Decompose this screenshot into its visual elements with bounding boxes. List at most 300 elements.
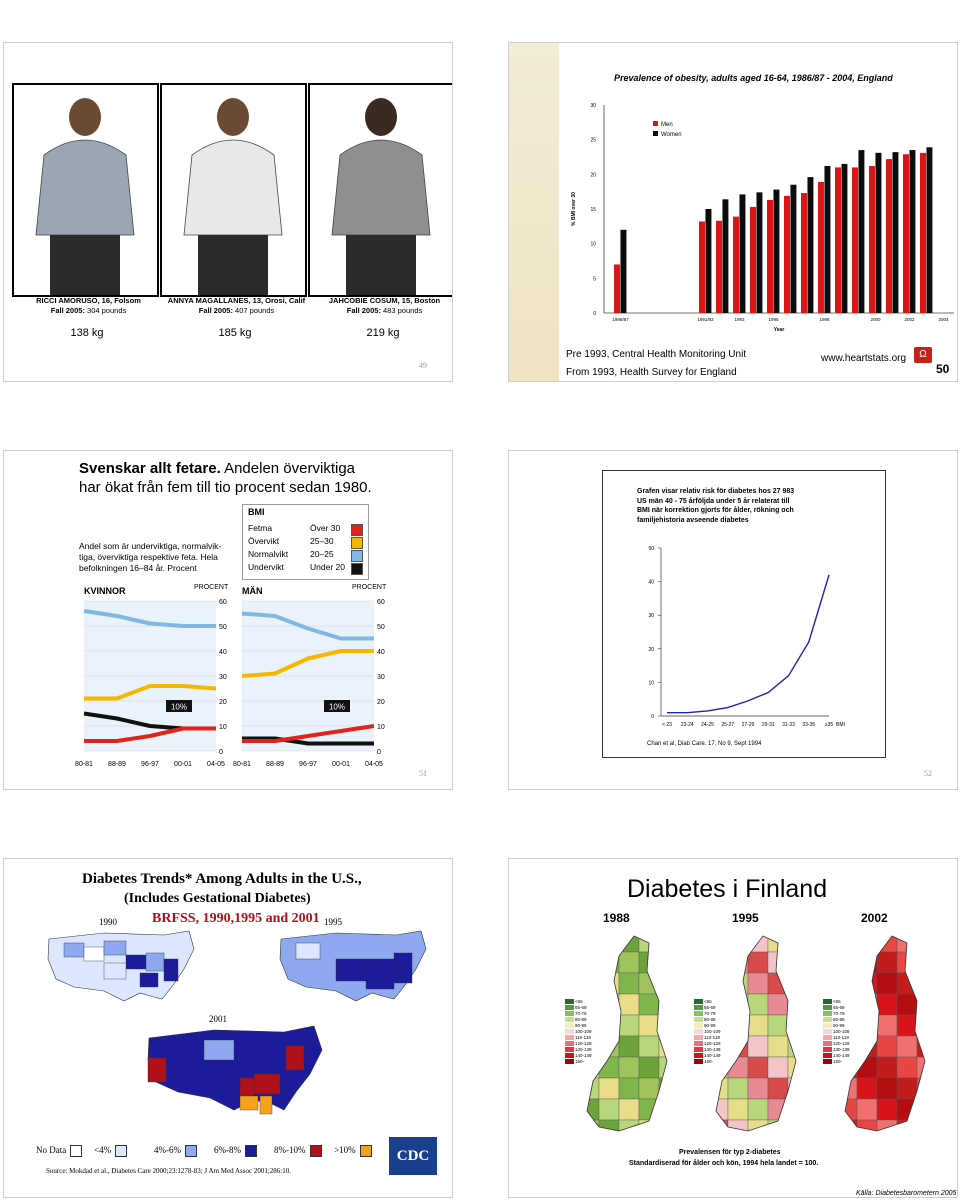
map-legend [565,999,597,1065]
headline-bold: Svenskar allt fetare. [79,460,221,477]
region-cell [579,931,599,952]
obesity-bar-chart [559,43,958,343]
slide-50 [508,42,958,382]
legend-label: 120-129 [833,1041,850,1046]
region-cell [897,1057,917,1078]
map-year: 2002 [861,911,888,925]
legend-label: 80-89 [575,1017,587,1022]
y-tick-label: 60 [377,599,385,606]
map-year: 1988 [603,911,630,925]
region-cell [897,994,917,1015]
person-card [12,83,159,297]
person-head [69,98,101,136]
bar-men [818,182,824,313]
legend-swatch [694,1047,703,1052]
legend-label: Fetma [248,523,273,533]
legend-swatch [565,1029,574,1034]
state-block [140,973,158,987]
region-cell [917,973,937,994]
x-tick-label: 80-81 [75,761,93,768]
region-cell [748,1120,768,1141]
year-2001: 2001 [209,1014,227,1024]
region-cell [917,931,937,952]
bar-men [614,264,620,313]
region-cell [639,1078,659,1099]
y-tick-label: 30 [648,613,654,620]
slide-52 [508,450,958,790]
region-cell [619,1078,639,1099]
y-tick-label: 25 [590,137,596,144]
x-tick-label: 33-35 [802,722,816,728]
person-caption [16,296,161,316]
person-head [365,98,397,136]
decorative-sidebar [509,43,559,382]
caption-line: US män 40 - 75 årföljda under 5 år relaterat till [637,497,790,505]
bar-men [903,154,909,313]
region-cell [599,931,619,952]
legend-label: 140-149 [833,1053,850,1058]
legend-label: 90-99 [704,1023,716,1028]
title: Diabetes i Finland [627,875,828,903]
x-tick-label: 80-81 [233,761,251,768]
panel-title: MÄN [242,586,263,596]
legend-label: 100-109 [575,1029,592,1034]
slide-53 [3,858,453,1198]
legend-swatch [694,1059,703,1064]
fall-label: Fall 2005: [198,306,233,315]
region-cell [788,994,808,1015]
region-cell [788,952,808,973]
x-tick-label: 1993 [734,317,745,322]
region-cell [639,952,659,973]
x-tick-label: 25-27 [721,722,735,728]
region-cell [788,1120,808,1141]
legend-swatch [565,1053,574,1058]
person-legs [346,235,416,295]
diabetes-risk-chart [509,451,958,790]
legend-label: 110-119 [704,1035,720,1040]
state-block [126,955,146,969]
legend-swatch [694,1041,703,1046]
page-number: 49 [419,361,427,370]
region-cell [728,1078,748,1099]
legend-item [94,1142,127,1158]
person-photo [162,85,305,295]
legend-swatch [565,999,574,1004]
bar-women [739,194,745,313]
legend-swatch [653,121,658,126]
legend-swatch [565,1005,574,1010]
legend-swatch [245,1145,257,1157]
legend-label: 150- [704,1059,714,1064]
y-tick-label: 40 [219,649,227,656]
region-cell [708,931,728,952]
region-cell [619,1015,639,1036]
legend-label: Women [661,132,682,138]
legend-swatch [565,1017,574,1022]
map-legend [694,999,726,1065]
y-tick-label: 30 [219,674,227,681]
y-tick-label: 0 [651,714,654,720]
region-cell [619,952,639,973]
region-cell [877,994,897,1015]
person-kg: 185 kg [218,327,252,339]
bar-women [773,190,779,313]
region-cell [877,1015,897,1036]
legend-label: 6%-8% [214,1145,241,1155]
bar-men [801,193,807,313]
map-year: 1995 [732,911,759,925]
legend-swatch [823,1041,832,1046]
bar-women [824,166,830,313]
description-line: tiga, överviktiga respektive feta. Hela [79,552,218,562]
legend-label: Övervikt [248,536,280,546]
legend-item [36,1142,82,1158]
region-cell [877,1036,897,1057]
region-cell [877,1120,897,1141]
region-cell [639,1057,659,1078]
page-number: 52 [924,769,932,778]
state-block [148,1058,166,1082]
legend-label: <4% [94,1145,112,1155]
legend-label: 4%-6% [154,1145,181,1155]
region-cell [788,973,808,994]
y-tick-label: 20 [590,172,596,179]
y-tick-label: 20 [648,646,654,653]
legend-label: 140-149 [704,1053,721,1058]
region-cell [877,931,897,952]
legend-swatch [823,1053,832,1058]
legend-label: 65-69 [704,1005,716,1010]
legend-label: Undervikt [248,562,284,572]
region-cell [897,1036,917,1057]
person-name: RICCI AMORUSO, 16, Folsom [36,296,141,305]
region-cell [619,973,639,994]
x-tick-label: 96-97 [299,761,317,768]
region-cell [748,1078,768,1099]
state-block [286,1046,304,1070]
region-cell [877,973,897,994]
legend-title: BMI [248,507,265,517]
person-weight-line [312,306,453,316]
legend-swatch [694,999,703,1004]
region-cell [877,1078,897,1099]
region-cell [599,994,619,1015]
region-cell [659,1015,679,1036]
bar-men [716,221,722,313]
x-tick-label: 04-05 [207,761,225,768]
us-map-1995 [280,931,426,1001]
x-tick-label: 00-01 [332,761,350,768]
region-cell [917,994,937,1015]
legend-label: 110-119 [575,1035,591,1040]
region-cell [788,1015,808,1036]
x-tick-label: 96-97 [141,761,159,768]
page-number: 50 [936,362,950,376]
person-caption [312,296,453,316]
region-cell [748,973,768,994]
region-cell [599,1015,619,1036]
person-card [308,83,453,297]
state-block [164,959,178,981]
cdc-logo: CDC [389,1137,437,1175]
region-cell [619,1036,639,1057]
person-legs [198,235,268,295]
legend-swatch [653,131,658,136]
bar-men [869,166,875,313]
legend-swatch [823,1029,832,1034]
state-block [64,943,84,957]
legend-swatch [823,999,832,1004]
legend-item [154,1142,197,1158]
panel-title: KVINNOR [84,586,126,596]
x-tick-label: 2004 [938,317,949,322]
legend-swatch [694,1029,703,1034]
region-cell [599,1099,619,1120]
heart-logo: Ω [914,347,932,363]
legend-swatch [360,1145,372,1157]
state-block [254,1074,280,1094]
legend-label: 130-139 [575,1047,592,1052]
legend-label: 120-129 [575,1041,592,1046]
region-cell [659,952,679,973]
legend-label: >10% [334,1145,356,1155]
y-tick-label: 40 [377,649,385,656]
region-cell [748,1036,768,1057]
source: Source: Mokdad et al., Diabetes Care 2000;23:1278-83; J Am Med Assoc 2001;286:10. [46,1167,291,1175]
legend-label: <65 [575,999,583,1004]
region-cell [728,1015,748,1036]
page-number: 51 [419,769,427,778]
legend-swatch [565,1011,574,1016]
region-cell [768,1057,788,1078]
region-cell [768,994,788,1015]
region-cell [897,1078,917,1099]
region-cell [837,931,857,952]
x-tick-label: 00-01 [174,761,192,768]
subtitle: BRFSS, 1990,1995 and 2001 [152,911,320,926]
region-cell [768,1078,788,1099]
map-legend [823,999,855,1065]
state-block [394,953,412,983]
y-tick-label: 15 [590,207,596,213]
legend-range: Över 30 [310,523,341,533]
x-axis-label: Year [773,327,785,333]
annotation-label: 10% [170,702,188,712]
legend-swatch [185,1145,197,1157]
legend-swatch [694,1011,703,1016]
x-tick-label: 88-89 [108,761,126,768]
person-weight-line [164,306,309,316]
person-name: ANNYA MAGALLANES, 13, Orosi, Calif [167,296,306,305]
y-tick-label: 60 [219,599,227,606]
region-cell [579,952,599,973]
website: www.heartstats.org [821,353,907,364]
x-axis-label: BMI [836,722,845,728]
bar-men [886,159,892,313]
region-cell [639,931,659,952]
region-cell [917,1120,937,1141]
legend-label: 110-119 [833,1035,849,1040]
region-cell [728,994,748,1015]
region-cell [768,1099,788,1120]
legend-swatch [823,1059,832,1064]
legend-label: 100-109 [704,1029,721,1034]
state-block [204,1040,234,1060]
legend-item [334,1142,372,1158]
bar-men [750,207,756,313]
bar-women [892,152,898,313]
legend-item [274,1142,322,1158]
region-cell [619,1120,639,1141]
state-block [260,1096,272,1114]
legend-swatch [565,1059,574,1064]
region-cell [579,1078,599,1099]
bar-women [875,153,881,313]
legend-swatch [823,1047,832,1052]
region-cell [579,973,599,994]
region-cell [748,931,768,952]
region-cell [857,1099,877,1120]
region-cell [768,1015,788,1036]
legend-swatch [310,1145,322,1157]
legend-swatch [823,1023,832,1028]
legend-swatch [70,1145,82,1157]
slide-49 [3,42,453,382]
legend-row [694,1059,726,1065]
region-cell [708,973,728,994]
legend-swatch [565,1023,574,1028]
source-line-1: Pre 1993, Central Health Monitoring Unit [566,349,747,360]
region-cell [659,931,679,952]
region-cell [619,1057,639,1078]
fall-label: Fall 2005: [50,306,85,315]
y-tick-label: 0 [219,749,223,756]
state-block [84,947,104,961]
region-cell [857,1078,877,1099]
region-cell [768,952,788,973]
person-card [160,83,307,297]
legend-swatch [823,1011,832,1016]
state-block [146,953,164,971]
x-tick-label: < 23 [662,722,672,728]
y-tick-label: 50 [219,624,227,631]
legend-label: 8%-10% [274,1145,306,1155]
caption-line: Grafen visar relativ risk för diabetes hos 27 983 [637,488,795,495]
region-cell [788,931,808,952]
bar-men [835,167,841,313]
region-cell [748,1057,768,1078]
state-block [366,959,394,989]
bar-women [705,209,711,313]
fall-label: Fall 2005: [346,306,381,315]
legend-label: 90-99 [833,1023,845,1028]
region-cell [619,931,639,952]
bar-men [920,153,926,313]
x-tick-label: 31-33 [782,722,795,728]
legend-swatch [694,1035,703,1040]
citation: Chan et al, Diab Care. 17, No 9, Sept 1994 [647,741,762,747]
region-cell [659,973,679,994]
state-block [296,943,320,959]
region-cell [639,1015,659,1036]
year-1990: 1990 [99,917,117,927]
legend-label: 100-109 [833,1029,850,1034]
state-block [240,1096,258,1110]
state-block [104,963,126,979]
y-tick-label: 30 [590,103,596,109]
region-cell [857,1015,877,1036]
legend-swatch [694,1023,703,1028]
region-cell [897,952,917,973]
x-tick-label: 27-29 [741,722,755,728]
legend-label: 90-99 [575,1023,587,1028]
legend-range: 25–30 [310,536,334,546]
state-block [104,941,126,955]
bar-men [852,167,858,313]
region-cell [837,973,857,994]
bmi-line-charts [4,451,453,790]
bar-women [790,185,796,313]
bar-men [784,196,790,313]
x-tick-label: 1986/87 [612,317,629,322]
bar-men [767,200,773,313]
region-cell [897,931,917,952]
title-line-1: Diabetes Trends* Among Adults in the U.S., [82,871,362,887]
region-cell [728,1099,748,1120]
region-cell [619,1099,639,1120]
bar-women [909,150,915,313]
legend-swatch [823,1005,832,1010]
annotation-label: 10% [328,702,346,712]
region-cell [917,1099,937,1120]
bar-women [858,150,864,313]
source: Källa: Diabetesbarometern 2005 [856,1190,957,1197]
legend-swatch [694,1053,703,1058]
chart-title: Prevalence of obesity, adults aged 16-64, 1986/87 - 2004, England [614,73,893,83]
legend-range: Under 20 [310,562,345,572]
fall-value: 483 pounds [383,306,423,315]
region-cell [748,1015,768,1036]
legend-label: 120-129 [704,1041,721,1046]
headline-rest: Andelen överviktiga har ökat från fem till tio procent sedan 1980. [79,460,372,496]
note-line-2: Standardiserad för ålder och kön, 1994 hela landet = 100. [629,1160,819,1167]
legend-label: 70-79 [575,1011,587,1016]
x-tick-label: 1995 [768,317,779,322]
region-cell [768,1036,788,1057]
x-tick-label: 1991/92 [697,317,714,322]
region-cell [748,1099,768,1120]
bar-women [807,177,813,313]
region-cell [837,952,857,973]
region-cell [877,952,897,973]
legend-swatch [823,1017,832,1022]
legend-label: 65-69 [833,1005,845,1010]
x-tick-label: 2002 [904,317,915,322]
description-line: Andel som är underviktiga, normalvik- [79,541,222,551]
state-block [336,959,366,981]
person-legs [50,235,120,295]
bar-women [841,164,847,313]
risk-curve [667,575,829,713]
legend-row [565,1059,597,1065]
note-line-1: Prevalensen för typ 2-diabetes [679,1149,781,1156]
x-tick-label: 29-31 [761,722,775,728]
legend-label: 140-149 [575,1053,592,1058]
y-tick-label: 20 [377,699,385,706]
y-tick-label: 10 [219,724,227,731]
legend-label: 65-69 [575,1005,587,1010]
